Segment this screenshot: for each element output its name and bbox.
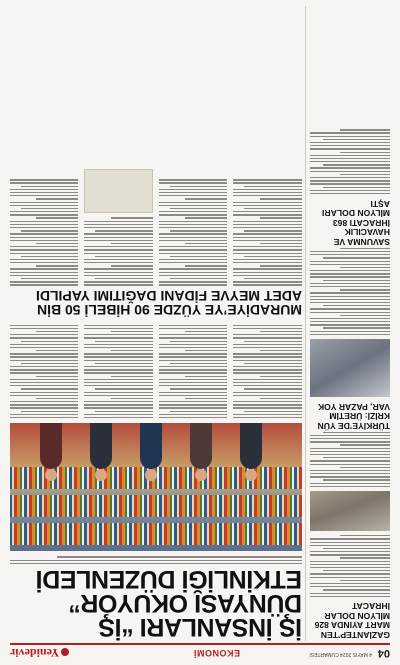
text-column (85, 323, 154, 419)
text-column (85, 169, 154, 285)
main-headline-line: ETKİNLİĞİ DÜZENLEDİ (35, 565, 302, 593)
text-column (234, 169, 303, 285)
person (190, 423, 212, 469)
body-text (310, 129, 390, 194)
body-text (234, 179, 303, 285)
sidebar-headline-2: TÜRKİYE’DE YÜN KRİZİ: ÜRETİM VAR, PAZAR YOK (317, 401, 390, 431)
main-headline-line: DÜNYASI OKUYOR” (68, 589, 302, 617)
bookshelf-photo (10, 423, 302, 551)
second-headline: MURADİYE’YE YÜZDE 90 HİBELİ 50 BİN ADET MEYVE FİDANI DAĞITIMI YAPILDI (35, 287, 302, 318)
person (40, 423, 62, 469)
person (90, 423, 112, 469)
main-column (10, 6, 302, 641)
body-text (85, 217, 154, 285)
main-headline (10, 567, 302, 639)
body-text (310, 432, 390, 487)
text-column (10, 169, 79, 285)
body-text (85, 325, 154, 419)
body-text (159, 325, 228, 419)
masthead (10, 643, 390, 659)
body-text (10, 325, 79, 419)
body-text (310, 535, 390, 597)
logo-text: Yenidevir (10, 646, 60, 660)
logo-mark-icon (61, 648, 69, 656)
info-box (85, 169, 154, 213)
sidebar-headline-3: SAVUNMA VE HAVACILIK İHRACATI 863 MİLYON DOLARI AŞTI (322, 198, 390, 247)
text-column (159, 323, 228, 419)
sidebar-photo (310, 339, 390, 397)
person (140, 423, 162, 469)
body-text (310, 248, 390, 335)
body-text (10, 179, 79, 285)
sidebar-photo (310, 491, 390, 531)
body-text (234, 325, 303, 419)
newspaper-logo (10, 645, 69, 660)
text-column (234, 323, 303, 419)
date-line: 4 MAYIS 2024 CUMARTESİ (309, 651, 372, 657)
deck-text (10, 556, 302, 564)
person (240, 423, 262, 469)
page-number: 04 (377, 647, 390, 659)
sidebar-column (305, 6, 390, 641)
section-title: EKONOMİ (193, 648, 240, 658)
article-body (10, 169, 302, 285)
main-headline-line: İŞ İNSANLARI “İŞ (98, 613, 302, 641)
text-column (159, 169, 228, 285)
shelf (10, 523, 302, 545)
sidebar-headline-1: GAZİANTEP’TEN MART AYINDA 826 MİLYON DOLAR İHRACAT (314, 601, 390, 640)
article-body (10, 323, 302, 419)
shelf (10, 495, 302, 517)
text-column (10, 323, 79, 419)
body-text (159, 179, 228, 285)
